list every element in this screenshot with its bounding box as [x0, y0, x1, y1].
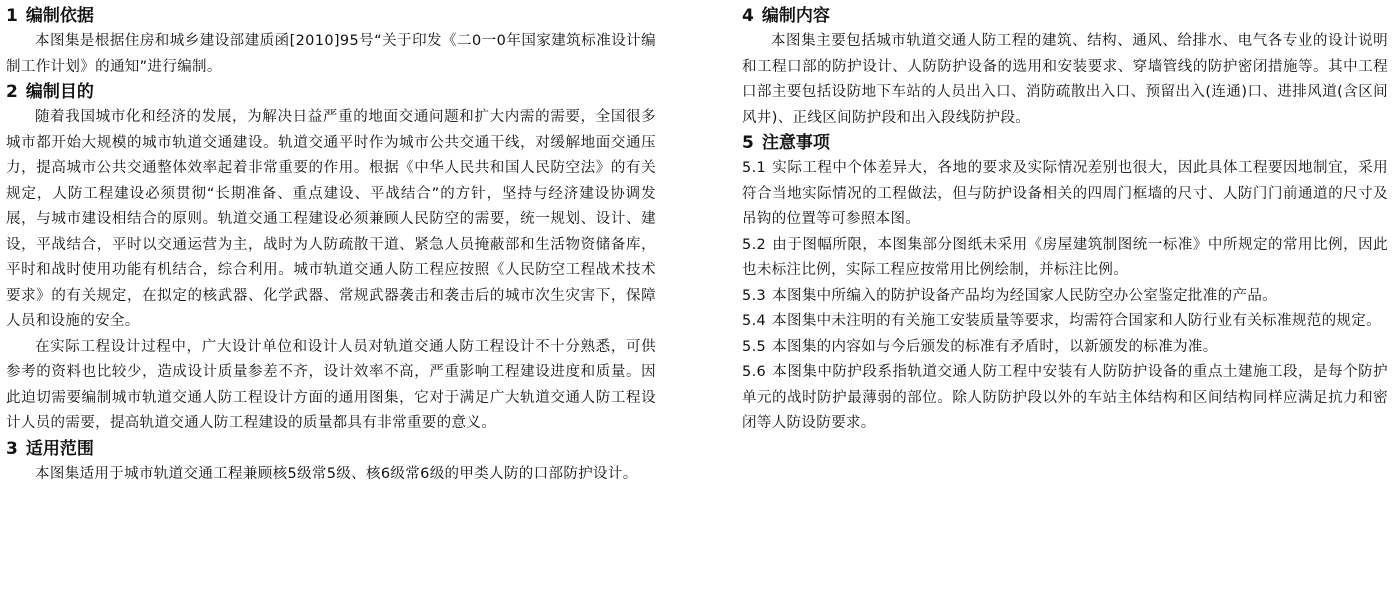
paragraph: 在实际工程设计过程中，广大设计单位和设计人员对轨道交通人防工程设计不十分熟悉，可供参考的资料也比较少，造成设计质量参差不齐，设计效率不高，严重影响工程建设进度和质量。因此迫切需要编制城市轨道交通人防工程设计方面的通用图集，它对于满足广大轨道交通人防工程设计人员的需要，提高轨道交通人防工程建设的质量都具有非常重要的意义。 [6, 338, 656, 431]
paragraph: 本图集适用于城市轨道交通工程兼顾核5级常5级、核6级常6级的甲类人防的口部防护设计。 [35, 465, 638, 482]
section-notes [742, 131, 1388, 437]
section-heading-content [742, 4, 1388, 29]
note-item [742, 284, 1388, 310]
note-text: 实际工程中个体差异大，各地的要求及实际情况差别也很大，因此具体工程要因地制宜，采用符合当地实际情况的工程做法，但与防护设备相关的四周门框墙的尺寸、人防门门前通道的尺寸及吊钩的位置等可参照本图。 [742, 160, 1388, 227]
section-purpose [6, 80, 656, 437]
note-text: 本图集中防护段系指轨道交通人防工程中安装有人防防护设备的重点土建施工段，是每个防护单元的战时防护最薄弱的部位。除人防防护段以外的车站主体结构和区间结构同样应满足抗力和密闭等人防设防要求。 [742, 364, 1388, 431]
section-number: 5 [742, 133, 754, 153]
section-title: 编制依据 [25, 6, 94, 26]
section-scope [6, 437, 656, 488]
note-number: 5.6 [742, 364, 767, 380]
note-number: 5.1 [742, 160, 767, 176]
note-text: 本图集中所编入的防护设备产品均为经国家人民防空办公室鉴定批准的产品。 [772, 287, 1278, 304]
section-content [742, 4, 1388, 131]
section-heading-purpose [6, 80, 656, 105]
note-number: 5.3 [742, 287, 767, 304]
paragraph: 随着我国城市化和经济的发展，为解决日益严重的地面交通问题和扩大内需的需要，全国很多城市都开始大规模的城市轨道交通建设。轨道交通平时作为城市公共交通干线，对缓解地面交通压力，提高城市公共交通整体效率起着非常重要的作用。根据《中华人民共和国人民防空法》的有关规定，人防工程建设必须贯彻“长期准备、重点建设、平战结合”的方针，坚持与经济建设协调发展，与城市建设相结合的原则。轨道交通工程建设必须兼顾人民防空的需要，统一规划、设计、建设，平战结合，平时以交通运营为主，战时为人防疏散干道、紧急人员掩蔽部和生活物资储备库，平时和战时使用功能有机结合，综合利用。城市轨道交通人防工程应按照《人民防空工程战术技术要求》的有关规定，在拟定的核武器、化学武器、常规武器袭击和袭击后的城市次生灾害下，保障人员和设施的安全。 [6, 109, 656, 329]
note-item [742, 156, 1388, 233]
paragraph: 本图集是根据住房和城乡建设部建质函[2010]95号“关于印发《二0一0年国家建筑标准设计编制工作计划》的通知”进行编制。 [6, 33, 656, 75]
note-number: 5.5 [742, 338, 767, 355]
note-text: 本图集中未注明的有关施工安装质量等要求，均需符合国家和人防行业有关标准规范的规定。 [772, 313, 1381, 329]
note-text: 本图集的内容如与今后颁发的标准有矛盾时，以新颁发的标准为准。 [772, 338, 1218, 355]
note-number: 5.4 [742, 313, 767, 329]
paragraph: 本图集主要包括城市轨道交通人防工程的建筑、结构、通风、给排水、电气各专业的设计说明和工程口部的防护设计、人防防护设备的选用和安装要求、穿墙管线的防护密闭措施等。其中工程口部主要包括设防地下车站的人员出入口、消防疏散出入口、预留出入(连通)口、进排风道(含区间风井)、正线区间防护段和出入段线防护段。 [742, 33, 1388, 126]
left-column [6, 4, 656, 487]
note-text: 由于图幅所限，本图集部分图纸未采用《房屋建筑制图统一标准》中所规定的常用比例，因此也未标注比例，实际工程应按常用比例绘制，并标注比例。 [742, 236, 1388, 278]
section-heading-scope [6, 437, 656, 462]
section-heading-notes [742, 131, 1388, 156]
section-title: 编制目的 [25, 82, 94, 102]
section-title: 注意事项 [761, 133, 830, 153]
note-item [742, 360, 1388, 437]
section-number: 4 [742, 6, 754, 26]
note-item [742, 233, 1388, 284]
section-basis [6, 4, 656, 80]
section-number: 2 [6, 82, 18, 102]
section-heading-basis [6, 4, 656, 29]
note-item [742, 335, 1388, 361]
note-number: 5.2 [742, 236, 767, 253]
note-item [742, 309, 1388, 335]
right-column [742, 4, 1388, 437]
section-number: 3 [6, 438, 18, 459]
section-number: 1 [6, 6, 18, 26]
section-title: 编制内容 [761, 6, 830, 26]
section-title: 适用范围 [25, 438, 94, 459]
